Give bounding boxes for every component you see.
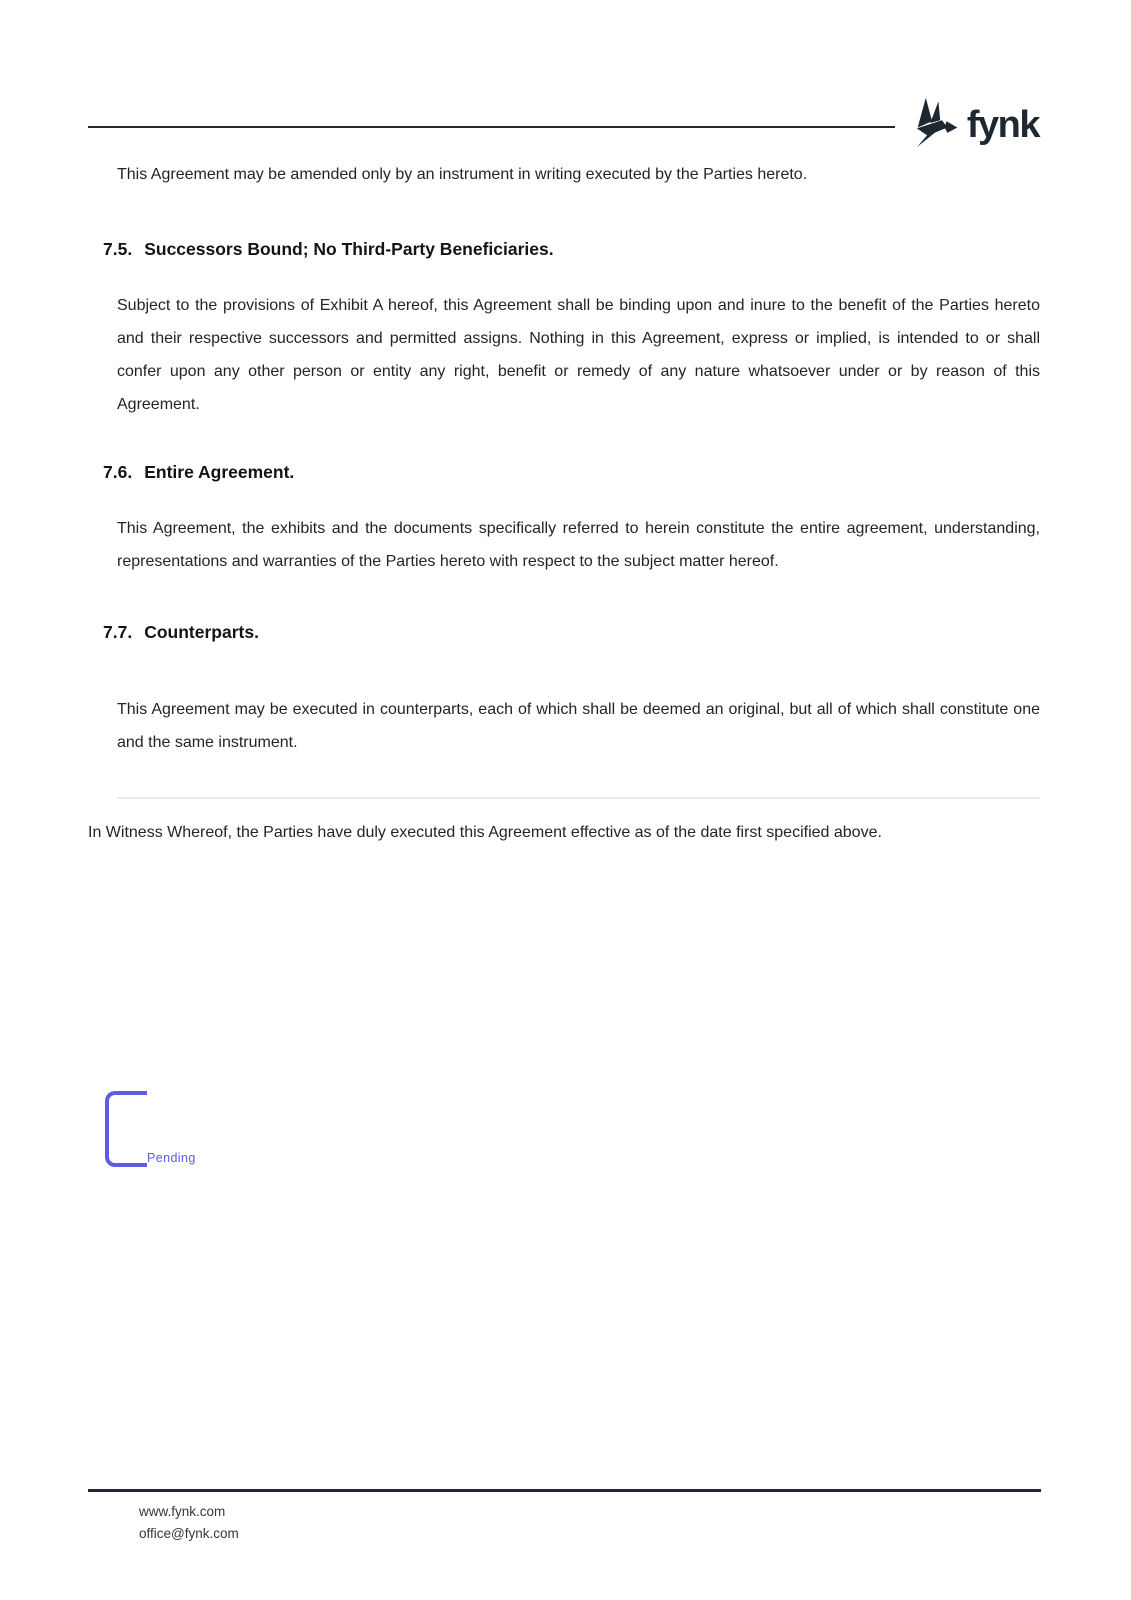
section-title: Successors Bound; No Third-Party Beneficiaries. bbox=[144, 239, 554, 259]
section-heading-7-5 bbox=[103, 238, 1040, 260]
section-body-7-5: Subject to the provisions of Exhibit A hereof, this Agreement shall be binding upon and inure to the benefit of the Parties hereto and their respective successors and permitted assigns. Nothing in this Agreement, express or implied, is intended to or shall confer upon any other person or entity any right, benefit or remedy of any nature whatsoever under or by reason of this Agreement. bbox=[117, 297, 1040, 413]
witness-clause: In Witness Whereof, the Parties have duly executed this Agreement effective as of the date first specified above. bbox=[88, 824, 882, 841]
section-title: Counterparts. bbox=[144, 622, 259, 642]
section-body-7-6: This Agreement, the exhibits and the documents specifically referred to herein constitute the entire agreement, understanding, representations and warranties of the Parties hereto with respect to the subject matter hereof. bbox=[117, 520, 1040, 570]
section-body-7-7: This Agreement may be executed in counterparts, each of which shall be deemed an original, but all of which shall constitute one and the same instrument. bbox=[117, 701, 1040, 751]
footer-contact bbox=[139, 1501, 239, 1545]
section-number: 7.6. bbox=[103, 462, 133, 482]
origami-crane-icon bbox=[906, 96, 960, 150]
section-heading-7-6 bbox=[103, 461, 1040, 483]
section-title: Entire Agreement. bbox=[144, 462, 295, 482]
footer-website: www.fynk.com bbox=[139, 1504, 226, 1519]
section-heading-7-7 bbox=[103, 621, 1040, 643]
header-rule bbox=[88, 126, 895, 128]
brand-wordmark: fynk bbox=[966, 104, 1039, 146]
intro-paragraph: This Agreement may be amended only by an instrument in writing executed by the Parties hereto. bbox=[117, 166, 808, 183]
document-content bbox=[88, 158, 1040, 849]
section-number: 7.7. bbox=[103, 622, 133, 642]
footer-rule bbox=[88, 1489, 1041, 1492]
signature-field-bracket[interactable] bbox=[105, 1091, 147, 1167]
brand-logo bbox=[906, 96, 1039, 150]
section-divider bbox=[117, 797, 1040, 799]
footer-email: office@fynk.com bbox=[139, 1526, 239, 1541]
section-number: 7.5. bbox=[103, 239, 133, 259]
signature-status-label: Pending bbox=[147, 1151, 196, 1165]
